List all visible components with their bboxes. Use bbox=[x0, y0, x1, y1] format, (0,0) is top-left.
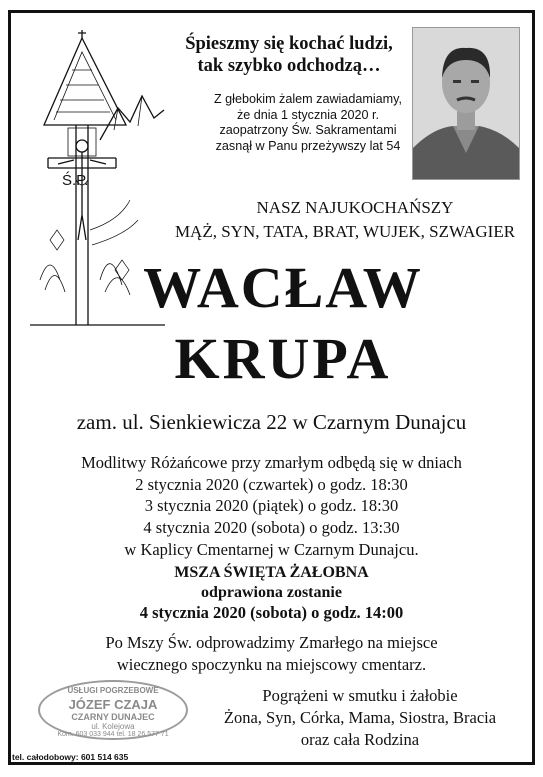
procession-line-2: wiecznego spoczynku na miejscowy cmentarz. bbox=[116, 655, 427, 674]
rosary-schedule bbox=[20, 452, 523, 561]
mass-date: 4 stycznia 2020 (sobota) o godz. 14:00 bbox=[139, 603, 404, 622]
motto bbox=[168, 33, 410, 77]
phone-number: tel. całodobowy: 601 514 635 bbox=[12, 752, 129, 762]
death-announcement bbox=[200, 92, 416, 154]
stamp-line-2: JÓZEF CZAJA bbox=[68, 697, 158, 712]
mourners-line-3: oraz cała Rodzina bbox=[300, 730, 420, 749]
portrait-photo bbox=[412, 27, 520, 180]
rosary-line: 4 stycznia 2020 (sobota) o godz. 13:30 bbox=[143, 518, 400, 538]
mass-subtitle: odprawiona zostanie bbox=[201, 584, 342, 601]
rosary-line: Modlitwy Różańcowe przy zmarłym odbędą się w dniach bbox=[81, 453, 462, 472]
motto-line-2: tak szybko odchodzą… bbox=[197, 56, 381, 76]
relation-heading: NASZ NAJUKOCHAŃSZY bbox=[256, 198, 454, 217]
mourners-line-1: Pogrążeni w smutku i żałobie bbox=[262, 686, 458, 705]
announcement-line-1: Z głebokim żalem zawiadamiamy, bbox=[213, 92, 403, 106]
deceased-address: zam. ul. Sienkiewicza 22 w Czarnym Dunajcu bbox=[76, 410, 467, 434]
announcement-line-3: zaopatrzony Św. Sakramentami bbox=[219, 123, 397, 137]
stamp-line-3: CZARNY DUNAJEC bbox=[71, 712, 155, 722]
deceased-last-name: KRUPA bbox=[174, 326, 392, 391]
funeral-service-stamp bbox=[38, 680, 188, 740]
stamp-line-1: USŁUGI POGRZEBOWE bbox=[67, 686, 159, 695]
stamp-line-5: Kom. 603 033 944 tel. 18 26 577 71 bbox=[57, 731, 169, 738]
rosary-line: w Kaplicy Cmentarnej w Czarnym Dunajcu. bbox=[124, 539, 419, 559]
announcement-line-2: że dnia 1 stycznia 2020 r. bbox=[236, 107, 380, 122]
stamp-line-4: ul. Kolejowa bbox=[91, 722, 135, 731]
procession-info bbox=[20, 632, 523, 676]
procession-line-1: Po Mszy Św. odprowadzimy Zmarłego na miejsce bbox=[105, 633, 438, 652]
sp-label: Ś.P. bbox=[62, 172, 89, 189]
mourners bbox=[190, 685, 530, 751]
motto-line-1: Śpieszmy się kochać ludzi, bbox=[185, 34, 393, 54]
relation-list: MĄŻ, SYN, TATA, BRAT, WUJEK, SZWAGIER bbox=[174, 222, 516, 241]
rosary-line: 3 stycznia 2020 (piątek) o godz. 18:30 bbox=[144, 496, 399, 516]
mass-title: MSZA ŚWIĘTA ŻAŁOBNA bbox=[174, 564, 369, 581]
mourners-line-2: Żona, Syn, Córka, Mama, Siostra, Bracia bbox=[223, 708, 497, 727]
rosary-line: 2 stycznia 2020 (czwartek) o godz. 18:30 bbox=[135, 474, 408, 494]
deceased-first-name: WACŁAW bbox=[143, 255, 423, 320]
announcement-line-4: zasnął w Panu przeżywszy lat 54 bbox=[215, 138, 401, 153]
